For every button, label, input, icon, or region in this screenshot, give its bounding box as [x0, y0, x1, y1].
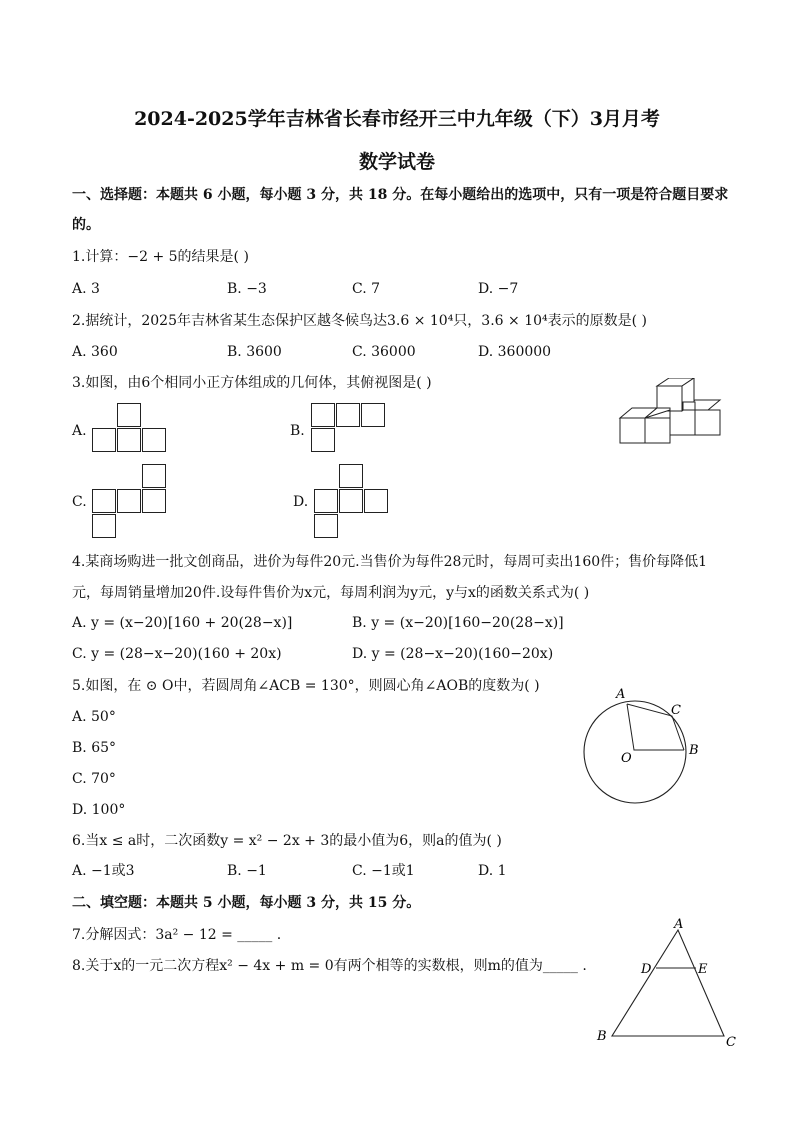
q8-label-d: D — [641, 962, 652, 977]
q2-stem: 2.据统计，2025年吉林省某生态保护区越冬候鸟达3.6 × 10⁴只，3.6 × 10⁴表示的原数是( ) — [72, 313, 648, 329]
q7-stem: 7.分解因式：3a² − 12 = _____ . — [72, 927, 282, 943]
q3-option-c-label: C. — [72, 494, 87, 510]
q2-option-b: B. 3600 — [227, 344, 282, 360]
q3-cube-figure — [615, 378, 725, 448]
q4-option-d: D. y = (28−x−20)(160−20x) — [352, 646, 554, 662]
q6-option-d: D. 1 — [478, 863, 507, 879]
q3-option-b-label: B. — [290, 423, 305, 439]
q8-label-c: C — [726, 1035, 736, 1050]
exam-subtitle: 数学试卷 — [358, 151, 435, 173]
q3-option-c-figure — [92, 464, 168, 541]
q6-option-b: B. −1 — [227, 863, 267, 879]
q2-option-c: C. 36000 — [352, 344, 416, 360]
q4-option-a: A. y = (x−20)[160 + 20(28−x)] — [72, 615, 293, 631]
q5-label-c: C — [671, 703, 681, 718]
section1-heading-cont: 的。 — [72, 217, 100, 233]
q1-option-a: A. 3 — [72, 281, 100, 297]
q5-label-b: B — [689, 743, 699, 758]
q3-option-d-label: D. — [293, 494, 309, 510]
q8-triangle-figure — [594, 916, 744, 1051]
q4-stem-line1: 4.某商场购进一批文创商品，进价为每件20元.当售价为每件28元时，每周可卖出160件；售价每降低1 — [72, 554, 708, 570]
section1-heading: 一、选择题：本题共 6 小题，每小题 3 分，共 18 分。在每小题给出的选项中，只有一项是符合题目要求 — [72, 187, 729, 203]
q6-option-c: C. −1或1 — [352, 863, 415, 879]
q1-option-b: B. −3 — [227, 281, 267, 297]
q8-label-b: B — [597, 1029, 607, 1044]
q3-stem: 3.如图，由6个相同小正方体组成的几何体，其俯视图是( ) — [72, 375, 432, 391]
q6-option-a: A. −1或3 — [72, 863, 135, 879]
q4-stem-line2: 元，每周销量增加20件.设每件售价为x元，每周利润为y元，y与x的函数关系式为( ) — [72, 585, 590, 601]
q1-option-c: C. 7 — [352, 281, 381, 297]
q5-option-a: A. 50° — [72, 709, 116, 725]
q5-stem: 5.如图，在 ⊙ O中，若圆周角∠ACB = 130°，则圆心角∠AOB的度数为( ) — [72, 678, 540, 694]
q2-option-a: A. 360 — [72, 344, 118, 360]
q6-stem: 6.当x ≤ a时，二次函数y = x² − 2x + 3的最小值为6，则a的值为( ) — [72, 833, 502, 849]
q5-option-b: B. 65° — [72, 740, 117, 756]
q5-option-d: D. 100° — [72, 802, 126, 818]
q3-option-a-label: A. — [72, 423, 87, 439]
q4-option-c: C. y = (28−x−20)(160 + 20x) — [72, 646, 282, 662]
q2-option-d: D. 360000 — [478, 344, 552, 360]
q8-stem: 8.关于x的一元二次方程x² − 4x + m = 0有两个相等的实数根，则m的值为_____ . — [72, 958, 587, 974]
q3-option-d-figure — [314, 464, 390, 541]
q4-option-b: B. y = (x−20)[160−20(28−x)] — [352, 615, 564, 631]
q5-label-o: O — [621, 751, 632, 766]
q3-option-b-figure — [311, 403, 387, 455]
q1-stem: 1.计算：−2 + 5的结果是( ) — [72, 249, 249, 265]
q8-label-a: A — [674, 917, 684, 932]
q5-circle-figure — [578, 682, 708, 807]
q5-label-a: A — [616, 687, 626, 702]
section2-heading: 二、填空题：本题共 5 小题，每小题 3 分，共 15 分。 — [72, 895, 421, 911]
exam-title: 2024-2025学年吉林省长春市经开三中九年级（下）3月月考 — [134, 108, 660, 130]
q1-option-d: D. −7 — [478, 281, 519, 297]
q3-option-a-figure — [92, 403, 168, 455]
q8-label-e: E — [698, 962, 708, 977]
q5-option-c: C. 70° — [72, 771, 116, 787]
